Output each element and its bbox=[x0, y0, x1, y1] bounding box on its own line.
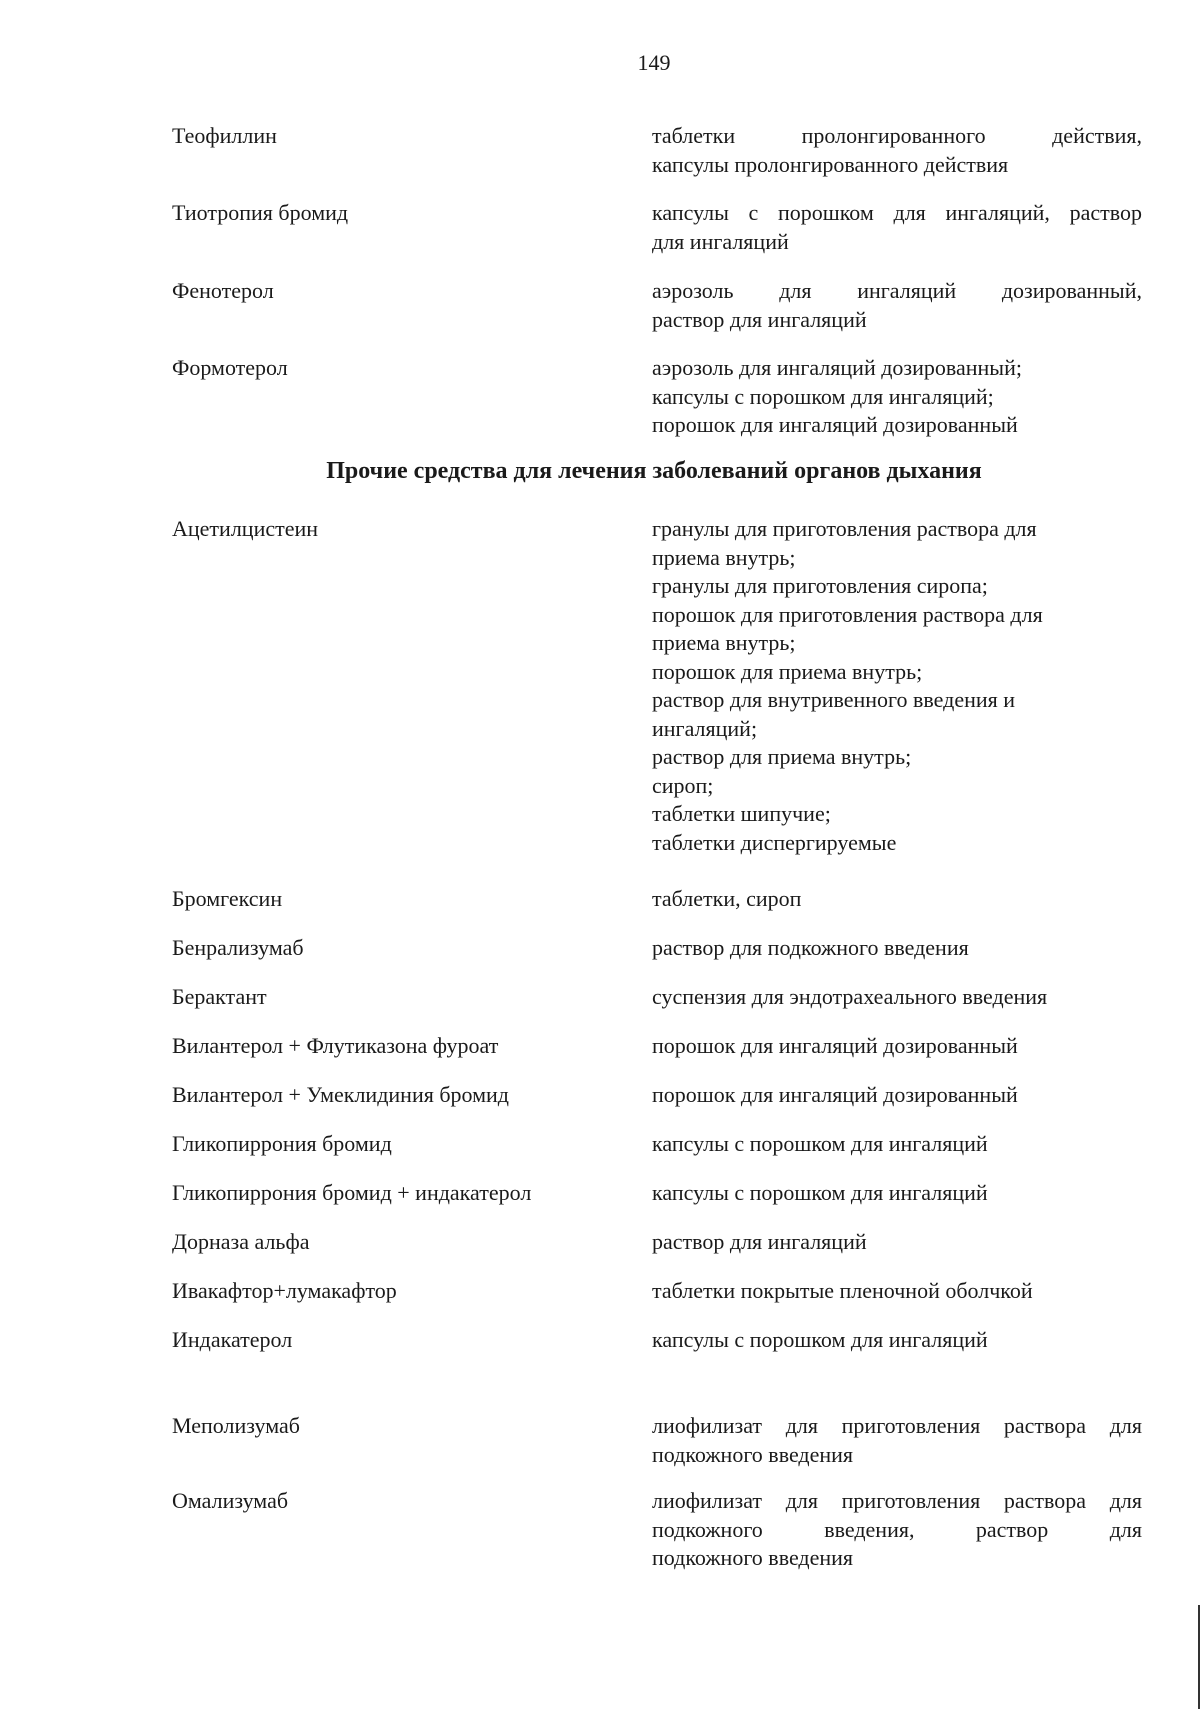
form-line: лиофилизат для приготовления раствора для bbox=[652, 1413, 1142, 1438]
drug-form bbox=[652, 1412, 1142, 1469]
form-line: приема внутрь; bbox=[652, 544, 796, 570]
form-line: гранулы для приготовления сиропа; bbox=[652, 573, 988, 598]
page-number: 149 bbox=[637, 50, 671, 75]
drug-form bbox=[652, 199, 1142, 256]
drug-name: Берактант bbox=[172, 984, 267, 1009]
form-line: порошок для ингаляций дозированный bbox=[652, 1033, 1018, 1058]
form-line: аэрозоль для ингаляций дозированный, bbox=[652, 278, 1142, 303]
entry-formoterol bbox=[172, 354, 1142, 444]
entry-omalizumab bbox=[172, 1487, 1142, 1577]
entry-dornase-alfa bbox=[172, 1228, 1142, 1277]
form-line: раствор для приема внутрь; bbox=[652, 744, 912, 769]
form-line: таблетки пролонгированного действия, bbox=[652, 123, 1142, 148]
drug-form bbox=[652, 1326, 1142, 1355]
form-line: капсулы пролонгированного действия bbox=[652, 151, 1009, 177]
drug-name: Ацетилцистеин bbox=[172, 516, 319, 541]
drug-name: Формотерол bbox=[172, 355, 288, 380]
drug-form bbox=[652, 1130, 1142, 1159]
drug-name: Фенотерол bbox=[172, 278, 274, 303]
drug-form bbox=[652, 1081, 1142, 1110]
drug-name: Теофиллин bbox=[172, 123, 277, 148]
drug-name: Омализумаб bbox=[172, 1488, 289, 1513]
form-line: капсулы с порошком для ингаляций; bbox=[652, 383, 994, 409]
form-line: таблетки, сироп bbox=[652, 886, 802, 911]
entry-mepolizumab bbox=[172, 1412, 1142, 1487]
entry-benralizumab bbox=[172, 934, 1142, 983]
drug-name: Дорназа альфа bbox=[172, 1229, 310, 1254]
drug-form bbox=[652, 515, 1142, 857]
entry-glycopyrronium-indacaterol bbox=[172, 1179, 1142, 1228]
top-entries bbox=[172, 122, 1142, 444]
entry-beractant bbox=[172, 983, 1142, 1032]
entry-bromhexine bbox=[172, 885, 1142, 934]
drug-form bbox=[652, 1487, 1142, 1573]
drug-form bbox=[652, 885, 1142, 914]
drug-name: Гликопиррония бромид + индакатерол bbox=[172, 1180, 532, 1205]
form-line: порошок для приготовления раствора для bbox=[652, 601, 1043, 627]
entry-teofillin bbox=[172, 122, 1142, 199]
drug-name: Индакатерол bbox=[172, 1327, 293, 1352]
drug-form bbox=[652, 277, 1142, 334]
form-line: раствор для ингаляций bbox=[652, 306, 867, 332]
form-line: гранулы для приготовления раствора для bbox=[652, 516, 1037, 541]
drug-form bbox=[652, 1277, 1142, 1306]
form-line: для ингаляций bbox=[652, 228, 789, 254]
form-line: сироп; bbox=[652, 772, 714, 798]
entries-list bbox=[172, 515, 1142, 1577]
form-line: ингаляций; bbox=[652, 715, 758, 741]
form-line: раствор для внутривенного введения и bbox=[652, 687, 1016, 712]
entry-acetylcysteine bbox=[172, 515, 1142, 885]
drug-form bbox=[652, 1179, 1142, 1208]
form-line: капсулы с порошком для ингаляций, раствор bbox=[652, 200, 1142, 225]
entry-indacaterol bbox=[172, 1326, 1142, 1412]
entry-ivacaftor-lumacaftor bbox=[172, 1277, 1142, 1326]
drug-name: Вилантерол + Флутиказона фуроат bbox=[172, 1033, 499, 1058]
form-line: капсулы с порошком для ингаляций bbox=[652, 1327, 988, 1352]
form-line: капсулы с порошком для ингаляций bbox=[652, 1131, 988, 1156]
drug-name: Бромгексин bbox=[172, 886, 283, 911]
drug-name: Меполизумаб bbox=[172, 1413, 300, 1438]
form-line: раствор для подкожного введения bbox=[652, 935, 969, 960]
drug-form bbox=[652, 983, 1142, 1012]
drug-form bbox=[652, 1228, 1142, 1257]
drug-form bbox=[652, 934, 1142, 963]
drug-name: Вилантерол + Умеклидиния бромид bbox=[172, 1082, 510, 1107]
drug-form bbox=[652, 1032, 1142, 1061]
form-line: лиофилизат для приготовления раствора для bbox=[652, 1488, 1142, 1513]
entry-vilanterol-fluticasone bbox=[172, 1032, 1142, 1081]
form-line: порошок для ингаляций дозированный bbox=[652, 412, 1018, 437]
form-line: суспензия для эндотрахеального введения bbox=[652, 984, 1048, 1009]
drug-name: Гликопиррония бромид bbox=[172, 1131, 392, 1156]
entry-glycopyrronium bbox=[172, 1130, 1142, 1179]
form-line: капсулы с порошком для ингаляций bbox=[652, 1180, 988, 1205]
drug-form bbox=[652, 354, 1142, 440]
form-line: подкожного введения bbox=[652, 1441, 854, 1467]
drug-name: Тиотропия бромид bbox=[172, 200, 349, 225]
form-line: раствор для ингаляций bbox=[652, 1229, 867, 1254]
drug-form bbox=[652, 122, 1142, 179]
form-line: аэрозоль для ингаляций дозированный; bbox=[652, 355, 1022, 380]
entry-vilanterol-umeclidinium bbox=[172, 1081, 1142, 1130]
section-heading: Прочие средства для лечения заболеваний органов дыхания bbox=[326, 458, 982, 484]
form-line: таблетки диспергируемые bbox=[652, 829, 897, 855]
form-line: порошок для приема внутрь; bbox=[652, 658, 923, 684]
form-line: приема внутрь; bbox=[652, 630, 796, 655]
form-line: таблетки шипучие; bbox=[652, 801, 831, 826]
entry-tiotropium bbox=[172, 199, 1142, 277]
form-line: порошок для ингаляций дозированный bbox=[652, 1082, 1018, 1107]
drug-name: Ивакафтор+лумакафтор bbox=[172, 1278, 397, 1303]
form-line: таблетки покрытые пленочной оболчкой bbox=[652, 1278, 1033, 1303]
form-line: подкожного введения bbox=[652, 1545, 854, 1570]
drug-name: Бенрализумаб bbox=[172, 935, 304, 960]
entry-fenoterol bbox=[172, 277, 1142, 354]
form-line: подкожного введения, раствор для bbox=[652, 1516, 1142, 1542]
